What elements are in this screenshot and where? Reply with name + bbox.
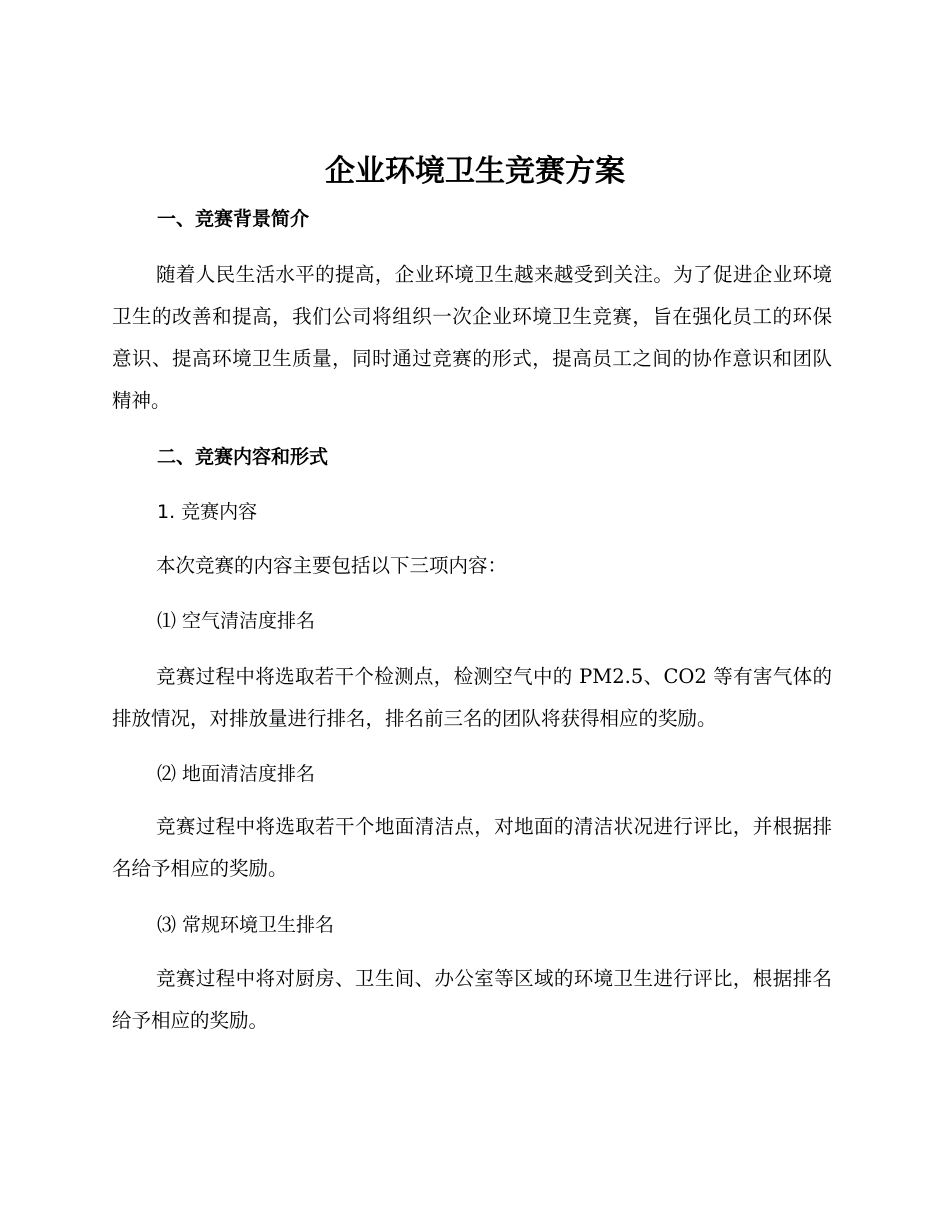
item-paragraph-general: 竞赛过程中将对厨房、卫生间、办公室等区域的环境卫生进行评比，根据排名给予相应的奖励。 [112, 967, 832, 1032]
item-paragraph-air: 竞赛过程中将选取若干个检测点，检测空气中的 PM2.5、CO2 等有害气体的排放情况，对排放量进行排名，排名前三名的团队将获得相应的奖励。 [112, 665, 832, 730]
subheading-content: 1. 竞赛内容 [157, 501, 258, 523]
document-title: 企业环境卫生竞赛方案 [325, 154, 625, 189]
background-paragraph: 随着人民生活水平的提高，企业环境卫生越来越受到关注。为了促进企业环境卫生的改善和提高，我们公司将组织一次企业环境卫生竞赛，旨在强化员工的环保意识、提高环境卫生质量，同时通过竞赛的形式，提高员工之间的协作意识和团队精神。 [112, 263, 832, 412]
section-heading-background: 一、竞赛背景简介 [157, 208, 310, 230]
section-heading-content-form: 二、竞赛内容和形式 [157, 446, 329, 468]
item-heading-general: ⑶ 常规环境卫生排名 [157, 914, 335, 936]
item-heading-ground: ⑵ 地面清洁度排名 [157, 763, 316, 785]
item-heading-air: ⑴ 空气清洁度排名 [157, 610, 316, 632]
item-paragraph-ground: 竞赛过程中将选取若干个地面清洁点，对地面的清洁状况进行评比，并根据排名给予相应的奖励。 [112, 815, 832, 880]
content-intro-paragraph: 本次竞赛的内容主要包括以下三项内容： [156, 554, 508, 577]
